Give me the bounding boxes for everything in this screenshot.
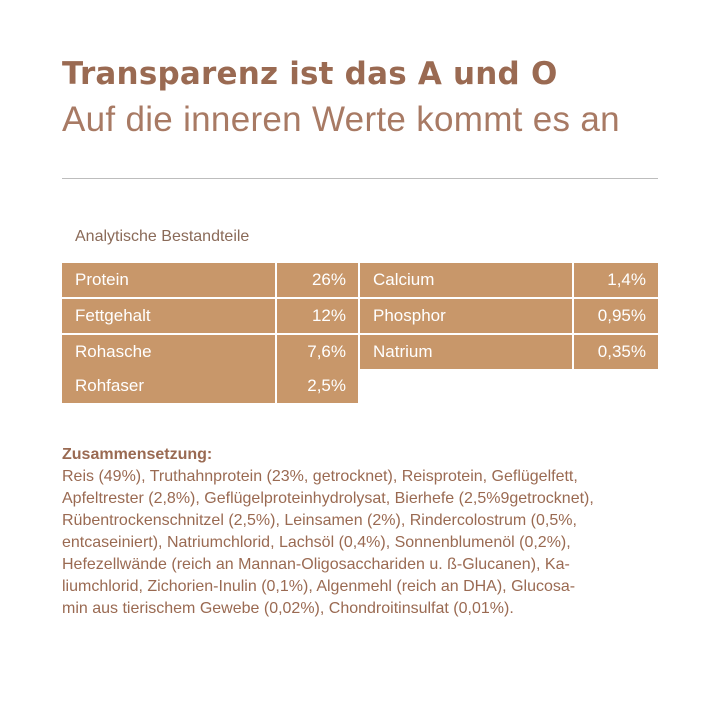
analysis-name-fettgehalt: Fettgehalt [62,299,275,333]
analysis-value-phosphor: 0,95% [574,299,658,333]
composition-line: Apfeltrester (2,8%), Geflügelproteinhydrolysat, Bierhefe (2,5%9getrocknet), [62,490,594,507]
analysis-name-rohfaser: Rohfaser [62,369,275,403]
analysis-value-fettgehalt: 12% [277,299,358,333]
analysis-value-natrium: 0,35% [574,335,658,369]
analysis-table-title: Analytische Bestandteile [75,228,250,245]
analysis-value-protein: 26% [277,263,358,297]
analysis-value-calcium: 1,4% [574,263,658,297]
page-title: Transparenz ist das A und O [62,56,558,92]
composition-line: Reis (49%), Truthahnprotein (23%, getrocknet), Reisprotein, Geflügelfett, [62,468,578,485]
composition-line: liumchlorid, Zichorien-Inulin (0,1%), Algenmehl (reich an DHA), Glucosa- [62,578,576,595]
analysis-name-protein: Protein [62,263,275,297]
analysis-value-rohfaser: 2,5% [277,369,358,403]
analysis-name-phosphor: Phosphor [360,299,572,333]
analysis-name-natrium: Natrium [360,335,572,369]
analysis-name-rohasche: Rohasche [62,335,275,369]
composition-line: min aus tierischem Gewebe (0,02%), Chondroitinsulfat (0,01%). [62,600,514,617]
divider [62,178,658,179]
page-subtitle: Auf die inneren Werte kommt es an [62,100,620,139]
analysis-value-rohasche: 7,6% [277,335,358,369]
analysis-name-calcium: Calcium [360,263,572,297]
composition-line: Hefezellwände (reich an Mannan-Oligosacchariden u. ß-Glucanen), Ka- [62,556,570,573]
composition-line: entcaseiniert), Natriumchlorid, Lachsöl (0,4%), Sonnenblumenöl (0,2%), [62,534,571,551]
composition-line: Rübentrockenschnitzel (2,5%), Leinsamen (2%), Rindercolostrum (0,5%, [62,512,577,529]
composition-heading: Zusammensetzung: [62,446,213,463]
composition-text [62,466,672,620]
